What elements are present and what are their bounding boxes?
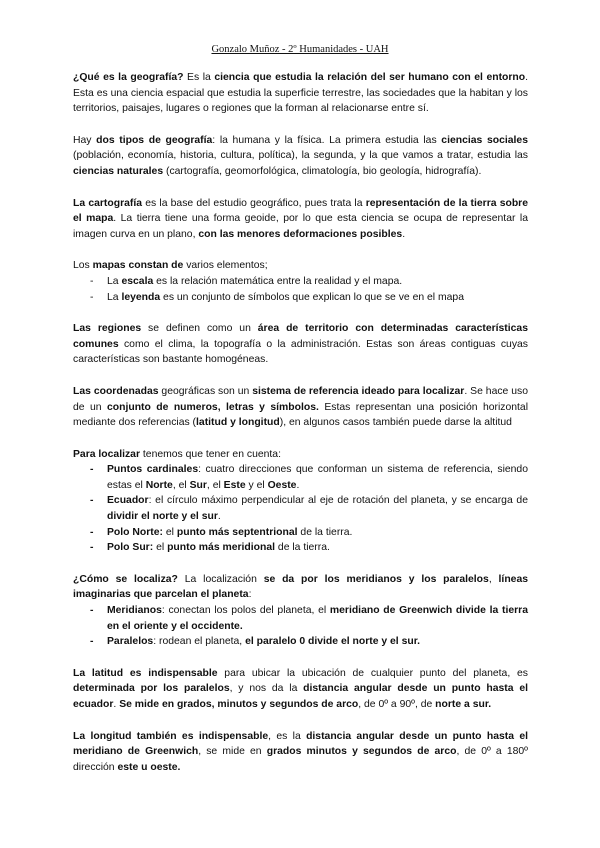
- bold-text: mapas constan de: [92, 260, 184, 272]
- text-run: La localización: [177, 573, 264, 585]
- bold-text: Se mide en grados, minutos y segundos de arco: [119, 699, 359, 710]
- text-run: :: [248, 589, 252, 601]
- text-run: el: [153, 542, 168, 554]
- bold-text: Norte: [145, 479, 173, 491]
- bold-text: se da por los meridianos y los paralelos: [263, 573, 489, 585]
- list-dash: -: [90, 291, 94, 303]
- paragraph: [73, 196, 528, 243]
- text-run: para ubicar la ubicación de cualquier punto del planeta, es: [217, 667, 528, 679]
- text-run: es la base del estudio geográfico, pues trata la: [142, 197, 366, 209]
- bold-text: ciencias sociales: [441, 134, 528, 146]
- text-run: geográficas son un: [158, 385, 253, 397]
- bold-text: ciencia que estudia la relación del ser humano con el entorno: [214, 72, 526, 83]
- bold-text: Las coordenadas: [73, 385, 159, 397]
- text-run: tenemos que tener en cuenta:: [140, 448, 281, 460]
- text-run: .: [402, 228, 406, 240]
- bold-text: Polo Norte:: [107, 526, 163, 538]
- text-run: , es la: [268, 730, 307, 742]
- list-dash: -: [90, 464, 94, 476]
- list-dash: -: [90, 526, 94, 538]
- list-dash: -: [90, 636, 94, 648]
- bold-text: escala: [121, 275, 154, 287]
- text-run: y el: [245, 479, 268, 491]
- text-run: .: [113, 699, 120, 710]
- text-run: : rodean el planeta,: [153, 636, 246, 648]
- text-run: .: [296, 479, 300, 491]
- paragraph: [73, 70, 528, 117]
- bold-text: punto más septentrional: [176, 526, 298, 538]
- bold-text: ciencias naturales: [73, 165, 164, 177]
- bold-text: Oeste: [267, 479, 297, 491]
- text-run: es un conjunto de símbolos que explican lo que se ve en el mapa: [160, 291, 464, 303]
- bold-text: Meridianos: [107, 605, 162, 617]
- text-run: (población, economía, historia, cultura, política), la segunda, y la que vamos a tratar, estudia las: [73, 150, 528, 162]
- text-run: es la relación matemática entre la realidad y el mapa.: [153, 275, 403, 287]
- bold-text: Este: [223, 479, 246, 491]
- text-run: , el: [172, 479, 190, 491]
- bold-text: dos tipos de geografía: [96, 134, 213, 146]
- bold-text: distancia angular desde un punto hasta el meridiano de Greenwich: [73, 730, 529, 758]
- text-run: . Se hace uso de un: [73, 385, 529, 413]
- bold-text: ¿Cómo se localiza?: [73, 573, 178, 585]
- paragraph: [73, 447, 528, 463]
- bullet-list: [73, 462, 528, 556]
- text-run: de la tierra.: [275, 542, 330, 554]
- list-item: [73, 525, 528, 541]
- text-run: el: [163, 526, 177, 538]
- list-item: [73, 290, 528, 306]
- page-header: Gonzalo Muñoz - 2º Humanidades - UAH: [211, 44, 389, 55]
- text-run: ), en algunos casos también puede darse la altitud: [279, 417, 512, 429]
- bold-text: Para localizar: [73, 448, 141, 460]
- paragraph: [73, 258, 528, 274]
- bold-text: Ecuador: [107, 495, 149, 507]
- list-item: [73, 462, 528, 493]
- text-run: . La tierra tiene una forma geoide, por lo que esta ciencia se ocupa de representar la imagen curva en un plano,: [73, 213, 528, 240]
- document-body: [73, 70, 528, 791]
- bold-text: área de territorio con determinadas características comunes: [73, 323, 528, 350]
- list-item: [73, 493, 528, 524]
- bold-text: con las menores deformaciones posibles: [198, 228, 403, 240]
- bold-text: grados minutos y segundos de arco: [266, 746, 457, 758]
- text-run: Los: [73, 260, 93, 272]
- bold-text: La cartografía: [73, 197, 143, 209]
- text-run: , y nos da la: [229, 683, 304, 695]
- text-run: : conectan los polos del planeta, el: [161, 605, 330, 617]
- text-run: , de 0º a 180º dirección: [73, 746, 528, 773]
- paragraph: [73, 384, 528, 431]
- bold-text: Polo Sur:: [107, 542, 154, 554]
- text-run: se definen como un: [141, 323, 258, 335]
- bold-text: ¿Qué es la geografía?: [73, 72, 184, 83]
- bold-text: conjunto de numeros, letras y símbolos.: [106, 401, 319, 413]
- bold-text: el paralelo 0 divide el norte y el sur.: [245, 636, 421, 648]
- paragraph: [73, 572, 528, 603]
- list-item: [73, 634, 528, 650]
- bold-text: dividir el norte y el sur: [107, 511, 218, 523]
- bold-text: meridiano de Greenwich divide la tierra en el oriente y el occidente.: [107, 605, 528, 632]
- bold-text: Paralelos: [107, 636, 154, 648]
- text-run: La: [107, 275, 122, 287]
- text-run: de la tierra.: [297, 526, 353, 538]
- text-run: La: [107, 291, 122, 303]
- paragraph: [73, 666, 528, 713]
- text-run: , el: [206, 479, 224, 491]
- bullet-list: [73, 603, 528, 650]
- bold-text: sistema de referencia ideado para localizar: [252, 385, 465, 397]
- bold-text: latitud y longitud: [196, 417, 280, 429]
- bold-text: Sur: [189, 479, 207, 491]
- text-run: , se mide en: [198, 746, 267, 758]
- text-run: ,: [488, 573, 499, 585]
- text-run: : el círculo máximo perpendicular al eje de rotación del planeta, y se encarga de: [148, 495, 528, 507]
- bold-text: La latitud es indispensable: [73, 667, 218, 679]
- bold-text: líneas imaginarias que parcelan el planeta: [73, 573, 529, 601]
- text-run: . Esta es una ciencia espacial que estudia la superficie terrestre, las sociedades que la habitan y los territorios, paisajes, lugares o regiones que la forman al relacionarse entre sí.: [73, 72, 528, 115]
- bold-text: determinada por los paralelos: [73, 683, 230, 695]
- bold-text: representación de la tierra sobre el mapa: [73, 197, 529, 225]
- text-run: .: [217, 511, 221, 523]
- text-run: , de 0º a 90º, de: [358, 699, 436, 710]
- paragraph: [73, 133, 528, 180]
- bold-text: norte a sur.: [435, 699, 492, 710]
- bullet-list: [73, 274, 528, 305]
- text-run: : cuatro direcciones que conforman un sistema de referencia, siendo estas el: [107, 464, 528, 491]
- paragraph: [73, 321, 528, 368]
- text-run: como el clima, la topografía o la administración. Estas son áreas contiguas cuyas características son bastante homogéneas.: [73, 338, 528, 366]
- bold-text: este u oeste.: [117, 761, 181, 773]
- text-run: varios elementos;: [183, 260, 268, 272]
- bold-text: Las regiones: [73, 323, 142, 335]
- list-dash: -: [90, 495, 94, 507]
- list-dash: -: [90, 605, 94, 617]
- list-dash: -: [90, 275, 94, 287]
- paragraph: [73, 729, 528, 776]
- bold-text: leyenda: [121, 291, 161, 303]
- bold-text: punto más meridional: [167, 542, 276, 554]
- bold-text: La longitud también es indispensable: [73, 730, 269, 742]
- text-run: Hay: [73, 134, 97, 146]
- bold-text: distancia angular desde un punto hasta el ecuador: [73, 683, 528, 710]
- text-run: : la humana y la física. La primera estudia las: [212, 134, 442, 146]
- list-dash: -: [90, 542, 94, 554]
- list-item: [73, 274, 528, 290]
- text-run: Es la: [183, 72, 215, 83]
- list-item: [73, 603, 528, 634]
- list-item: [73, 540, 528, 556]
- bold-text: Puntos cardinales: [107, 464, 199, 476]
- text-run: Estas representan una posición horizontal mediante dos referencias (: [73, 401, 529, 429]
- text-run: (cartografía, geomorfológica, climatología, bio geología, hidrografía).: [163, 165, 482, 177]
